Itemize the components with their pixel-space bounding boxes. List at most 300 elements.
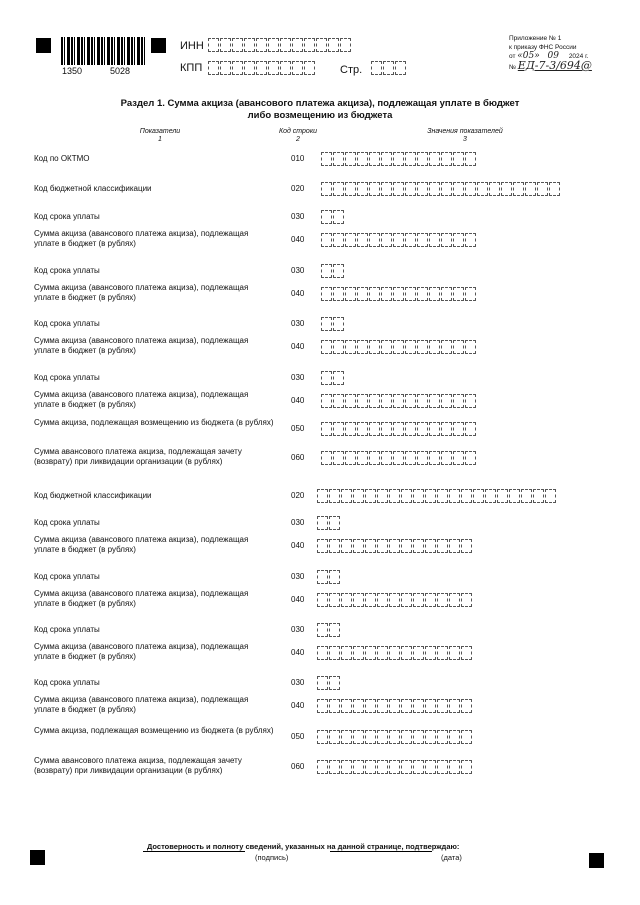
value-cell[interactable] [345, 152, 356, 166]
value-cell[interactable] [453, 394, 464, 408]
value-cell[interactable] [321, 371, 332, 385]
value-cell[interactable] [461, 730, 472, 744]
value-cell[interactable] [461, 593, 472, 607]
value-cell[interactable] [429, 394, 440, 408]
value-cell[interactable] [465, 233, 476, 247]
row-code: 030 [291, 678, 305, 687]
row-value-cells[interactable] [317, 570, 341, 584]
inn-cell[interactable] [208, 38, 219, 52]
inn-cell[interactable] [316, 38, 327, 52]
value-cell[interactable] [417, 182, 428, 196]
value-cell[interactable] [429, 152, 440, 166]
value-cell[interactable] [413, 646, 424, 660]
value-cell[interactable] [441, 394, 452, 408]
value-cell[interactable] [465, 182, 476, 196]
signature-line[interactable] [143, 851, 245, 852]
value-cell[interactable] [461, 489, 472, 503]
value-cell[interactable] [405, 340, 416, 354]
row-value-cells[interactable] [321, 422, 477, 436]
value-cell[interactable] [317, 676, 328, 690]
section-title-line1: Раздел 1. Сумма акциза (авансового платежа акциза), подлежащая уплате в бюджет [120, 98, 520, 109]
value-cell[interactable] [357, 152, 368, 166]
value-cell[interactable] [461, 699, 472, 713]
value-cell[interactable] [365, 489, 376, 503]
value-cell[interactable] [437, 699, 448, 713]
value-cell[interactable] [321, 264, 332, 278]
value-cell[interactable] [405, 451, 416, 465]
value-cell[interactable] [417, 233, 428, 247]
value-cell[interactable] [345, 233, 356, 247]
value-cell[interactable] [333, 182, 344, 196]
row-value-cells[interactable] [321, 287, 477, 301]
page-cell[interactable] [395, 61, 406, 75]
value-cell[interactable] [393, 152, 404, 166]
footer-statement: Достоверность и полноту сведений, указанных на данной странице, подтверждаю: [147, 842, 460, 851]
value-cell[interactable] [461, 760, 472, 774]
value-cell[interactable] [341, 760, 352, 774]
inn-label: ИНН [180, 40, 204, 52]
section-title-line2: либо возмещению из бюджета [247, 110, 393, 121]
value-cell[interactable] [513, 182, 524, 196]
value-cell[interactable] [353, 760, 364, 774]
row-value-cells[interactable] [321, 233, 477, 247]
value-cell[interactable] [429, 451, 440, 465]
value-cell[interactable] [449, 730, 460, 744]
value-cell[interactable] [389, 760, 400, 774]
row-value-cells[interactable] [321, 371, 345, 385]
value-cell[interactable] [417, 422, 428, 436]
column-header-values-text: Значения показателей [427, 128, 503, 135]
value-cell[interactable] [341, 593, 352, 607]
inn-cell[interactable] [232, 38, 243, 52]
value-cell[interactable] [429, 340, 440, 354]
row-value-cells[interactable] [317, 516, 341, 530]
value-cell[interactable] [321, 210, 332, 224]
kpp-cell[interactable] [304, 61, 315, 75]
value-cell[interactable] [321, 152, 332, 166]
value-cell[interactable] [377, 646, 388, 660]
value-cell[interactable] [405, 287, 416, 301]
value-cell[interactable] [341, 646, 352, 660]
value-cell[interactable] [345, 182, 356, 196]
value-cell[interactable] [425, 760, 436, 774]
value-cell[interactable] [377, 593, 388, 607]
row-code: 040 [291, 396, 305, 405]
kpp-cell[interactable] [256, 61, 267, 75]
value-cell[interactable] [381, 451, 392, 465]
value-cell[interactable] [489, 182, 500, 196]
value-cell[interactable] [341, 730, 352, 744]
value-cell[interactable] [353, 699, 364, 713]
value-cell[interactable] [453, 422, 464, 436]
value-cell[interactable] [533, 489, 544, 503]
value-cell[interactable] [329, 730, 340, 744]
inn-cell[interactable] [256, 38, 267, 52]
value-cell[interactable] [365, 730, 376, 744]
value-cell[interactable] [429, 182, 440, 196]
value-cell[interactable] [465, 394, 476, 408]
value-cell[interactable] [317, 539, 328, 553]
row-code: 050 [291, 424, 305, 433]
value-cell[interactable] [521, 489, 532, 503]
value-cell[interactable] [329, 676, 340, 690]
date-line[interactable] [330, 851, 432, 852]
row-value-cells[interactable] [321, 182, 561, 196]
value-cell[interactable] [369, 182, 380, 196]
value-cell[interactable] [333, 210, 344, 224]
value-cell[interactable] [369, 451, 380, 465]
value-cell[interactable] [357, 451, 368, 465]
value-cell[interactable] [381, 152, 392, 166]
value-cell[interactable] [525, 182, 536, 196]
inn-cell[interactable] [304, 38, 315, 52]
value-cell[interactable] [369, 394, 380, 408]
value-cell[interactable] [365, 760, 376, 774]
value-cell[interactable] [453, 287, 464, 301]
value-cell[interactable] [353, 593, 364, 607]
value-cell[interactable] [449, 699, 460, 713]
value-cell[interactable] [333, 287, 344, 301]
row-value-cells[interactable] [321, 264, 345, 278]
row-value-cells[interactable] [317, 676, 341, 690]
value-cell[interactable] [369, 340, 380, 354]
row-value-cells[interactable] [317, 623, 341, 637]
value-cell[interactable] [321, 451, 332, 465]
value-cell[interactable] [485, 489, 496, 503]
value-cell[interactable] [453, 233, 464, 247]
value-cell[interactable] [321, 233, 332, 247]
value-cell[interactable] [381, 394, 392, 408]
value-cell[interactable] [449, 760, 460, 774]
value-cell[interactable] [321, 394, 332, 408]
value-cell[interactable] [461, 646, 472, 660]
value-cell[interactable] [401, 593, 412, 607]
row-value-cells[interactable] [321, 340, 477, 354]
row-code: 050 [291, 732, 305, 741]
value-cell[interactable] [441, 182, 452, 196]
value-cell[interactable] [329, 699, 340, 713]
value-cell[interactable] [321, 182, 332, 196]
row-value-cells[interactable] [317, 646, 473, 660]
value-cell[interactable] [369, 233, 380, 247]
value-cell[interactable] [417, 394, 428, 408]
row-value-cells[interactable] [321, 451, 477, 465]
value-cell[interactable] [393, 394, 404, 408]
value-cell[interactable] [357, 340, 368, 354]
value-cell[interactable] [333, 422, 344, 436]
value-cell[interactable] [425, 646, 436, 660]
value-cell[interactable] [401, 646, 412, 660]
row-value-cells[interactable] [321, 210, 345, 224]
value-cell[interactable] [405, 152, 416, 166]
column-header-indicators [110, 128, 210, 144]
value-cell[interactable] [353, 489, 364, 503]
row-value-cells[interactable] [317, 760, 473, 774]
value-cell[interactable] [341, 539, 352, 553]
value-cell[interactable] [441, 233, 452, 247]
page-cell[interactable] [371, 61, 382, 75]
value-cell[interactable] [417, 152, 428, 166]
value-cell[interactable] [377, 489, 388, 503]
value-cell[interactable] [549, 182, 560, 196]
value-cell[interactable] [389, 593, 400, 607]
value-cell[interactable] [333, 233, 344, 247]
value-cell[interactable] [425, 730, 436, 744]
value-cell[interactable] [393, 287, 404, 301]
value-cell[interactable] [377, 699, 388, 713]
value-cell[interactable] [429, 422, 440, 436]
kpp-cell[interactable] [292, 61, 303, 75]
value-cell[interactable] [329, 593, 340, 607]
value-cell[interactable] [317, 730, 328, 744]
row-label: Сумма акциза (авансового платежа акциза), подлежащая уплате в бюджет (в рублях) [34, 589, 249, 608]
value-cell[interactable] [413, 489, 424, 503]
value-cell[interactable] [413, 699, 424, 713]
value-cell[interactable] [333, 451, 344, 465]
value-cell[interactable] [329, 623, 340, 637]
value-cell[interactable] [353, 730, 364, 744]
value-cell[interactable] [389, 699, 400, 713]
value-cell[interactable] [365, 646, 376, 660]
value-cell[interactable] [381, 233, 392, 247]
value-cell[interactable] [393, 233, 404, 247]
value-cell[interactable] [333, 340, 344, 354]
value-cell[interactable] [369, 422, 380, 436]
value-cell[interactable] [357, 182, 368, 196]
value-cell[interactable] [405, 422, 416, 436]
value-cell[interactable] [465, 422, 476, 436]
value-cell[interactable] [389, 539, 400, 553]
value-cell[interactable] [357, 422, 368, 436]
value-cell[interactable] [393, 340, 404, 354]
value-cell[interactable] [509, 489, 520, 503]
value-cell[interactable] [345, 422, 356, 436]
row-value-cells[interactable] [317, 539, 473, 553]
value-cell[interactable] [345, 340, 356, 354]
kpp-cell[interactable] [232, 61, 243, 75]
value-cell[interactable] [381, 422, 392, 436]
inn-cell[interactable] [268, 38, 279, 52]
value-cell[interactable] [333, 317, 344, 331]
value-cell[interactable] [321, 340, 332, 354]
value-cell[interactable] [441, 152, 452, 166]
page-cell[interactable] [383, 61, 394, 75]
value-cell[interactable] [357, 233, 368, 247]
row-label: Сумма акциза, подлежащая возмещению из бюджета (в рублях) [34, 418, 274, 427]
value-cell[interactable] [329, 646, 340, 660]
value-cell[interactable] [465, 340, 476, 354]
value-cell[interactable] [333, 152, 344, 166]
value-cell[interactable] [401, 760, 412, 774]
value-cell[interactable] [453, 182, 464, 196]
value-cell[interactable] [401, 699, 412, 713]
value-cell[interactable] [329, 489, 340, 503]
value-cell[interactable] [405, 182, 416, 196]
value-cell[interactable] [353, 646, 364, 660]
value-cell[interactable] [425, 489, 436, 503]
value-cell[interactable] [437, 646, 448, 660]
value-cell[interactable] [353, 539, 364, 553]
row-label: Код срока уплаты [34, 266, 100, 275]
value-cell[interactable] [321, 422, 332, 436]
value-cell[interactable] [413, 593, 424, 607]
kpp-cell[interactable] [244, 61, 255, 75]
value-cell[interactable] [417, 340, 428, 354]
value-cell[interactable] [465, 451, 476, 465]
value-cell[interactable] [461, 539, 472, 553]
value-cell[interactable] [453, 451, 464, 465]
value-cell[interactable] [393, 182, 404, 196]
appendix-number: ЕД-7-3/694@ [517, 59, 592, 72]
value-cell[interactable] [449, 539, 460, 553]
value-cell[interactable] [317, 570, 328, 584]
value-cell[interactable] [341, 699, 352, 713]
value-cell[interactable] [449, 593, 460, 607]
value-cell[interactable] [401, 730, 412, 744]
value-cell[interactable] [425, 699, 436, 713]
page-cells[interactable] [371, 61, 407, 75]
inn-cell[interactable] [280, 38, 291, 52]
value-cell[interactable] [317, 699, 328, 713]
value-cell[interactable] [317, 646, 328, 660]
row-label: Сумма акциза (авансового платежа акциза), подлежащая уплате в бюджет (в рублях) [34, 535, 249, 554]
value-cell[interactable] [429, 287, 440, 301]
value-cell[interactable] [473, 489, 484, 503]
inn-cell[interactable] [292, 38, 303, 52]
value-cell[interactable] [381, 340, 392, 354]
row-code: 040 [291, 648, 305, 657]
inn-cell[interactable] [340, 38, 351, 52]
value-cell[interactable] [413, 760, 424, 774]
value-cell[interactable] [333, 264, 344, 278]
value-cell[interactable] [545, 489, 556, 503]
value-cell[interactable] [393, 451, 404, 465]
value-cell[interactable] [357, 287, 368, 301]
value-cell[interactable] [393, 422, 404, 436]
value-cell[interactable] [429, 233, 440, 247]
value-cell[interactable] [413, 730, 424, 744]
value-cell[interactable] [417, 287, 428, 301]
kpp-cell[interactable] [208, 61, 219, 75]
value-cell[interactable] [441, 340, 452, 354]
row-code: 040 [291, 541, 305, 550]
value-cell[interactable] [321, 317, 332, 331]
value-cell[interactable] [365, 539, 376, 553]
row-value-cells[interactable] [317, 730, 473, 744]
value-cell[interactable] [453, 152, 464, 166]
value-cell[interactable] [437, 760, 448, 774]
value-cell[interactable] [317, 623, 328, 637]
value-cell[interactable] [413, 539, 424, 553]
value-cell[interactable] [317, 760, 328, 774]
value-cell[interactable] [417, 451, 428, 465]
row-value-cells[interactable] [321, 152, 477, 166]
value-cell[interactable] [345, 287, 356, 301]
value-cell[interactable] [317, 489, 328, 503]
row-value-cells[interactable] [317, 699, 473, 713]
value-cell[interactable] [389, 489, 400, 503]
value-cell[interactable] [465, 287, 476, 301]
kpp-cells[interactable] [208, 61, 316, 75]
value-cell[interactable] [345, 394, 356, 408]
value-cell[interactable] [441, 422, 452, 436]
kpp-cell[interactable] [268, 61, 279, 75]
value-cell[interactable] [317, 593, 328, 607]
value-cell[interactable] [329, 539, 340, 553]
inn-cell[interactable] [220, 38, 231, 52]
value-cell[interactable] [377, 760, 388, 774]
value-cell[interactable] [437, 539, 448, 553]
value-cell[interactable] [465, 152, 476, 166]
kpp-cell[interactable] [280, 61, 291, 75]
value-cell[interactable] [453, 340, 464, 354]
value-cell[interactable] [441, 287, 452, 301]
value-cell[interactable] [537, 182, 548, 196]
value-cell[interactable] [449, 489, 460, 503]
row-value-cells[interactable] [321, 394, 477, 408]
value-cell[interactable] [329, 516, 340, 530]
value-cell[interactable] [365, 699, 376, 713]
row-code: 020 [291, 184, 305, 193]
inn-cell[interactable] [328, 38, 339, 52]
value-cell[interactable] [365, 593, 376, 607]
value-cell[interactable] [441, 451, 452, 465]
value-cell[interactable] [405, 394, 416, 408]
value-cell[interactable] [377, 730, 388, 744]
value-cell[interactable] [381, 182, 392, 196]
row-code: 040 [291, 342, 305, 351]
value-cell[interactable] [333, 371, 344, 385]
value-cell[interactable] [501, 182, 512, 196]
row-value-cells[interactable] [317, 593, 473, 607]
value-cell[interactable] [381, 287, 392, 301]
row-label: Код срока уплаты [34, 625, 100, 634]
kpp-cell[interactable] [220, 61, 231, 75]
value-cell[interactable] [401, 539, 412, 553]
value-cell[interactable] [369, 152, 380, 166]
row-value-cells[interactable] [317, 489, 557, 503]
value-cell[interactable] [425, 593, 436, 607]
inn-cells[interactable] [208, 38, 352, 52]
value-cell[interactable] [357, 394, 368, 408]
value-cell[interactable] [477, 182, 488, 196]
value-cell[interactable] [405, 233, 416, 247]
value-cell[interactable] [389, 646, 400, 660]
row-code: 020 [291, 491, 305, 500]
row-label: Код бюджетной классификации [34, 184, 152, 193]
value-cell[interactable] [345, 451, 356, 465]
value-cell[interactable] [437, 489, 448, 503]
row-value-cells[interactable] [321, 317, 345, 331]
value-cell[interactable] [449, 646, 460, 660]
value-cell[interactable] [425, 539, 436, 553]
value-cell[interactable] [497, 489, 508, 503]
value-cell[interactable] [317, 516, 328, 530]
inn-cell[interactable] [244, 38, 255, 52]
value-cell[interactable] [377, 539, 388, 553]
value-cell[interactable] [437, 593, 448, 607]
value-cell[interactable] [401, 489, 412, 503]
value-cell[interactable] [329, 760, 340, 774]
value-cell[interactable] [333, 394, 344, 408]
value-cell[interactable] [341, 489, 352, 503]
value-cell[interactable] [369, 287, 380, 301]
value-cell[interactable] [389, 730, 400, 744]
row-label: Сумма авансового платежа акциза, подлежащая зачету (возврату) при ликвидации организации (в рублях) [34, 447, 242, 466]
value-cell[interactable] [437, 730, 448, 744]
value-cell[interactable] [329, 570, 340, 584]
value-cell[interactable] [321, 287, 332, 301]
